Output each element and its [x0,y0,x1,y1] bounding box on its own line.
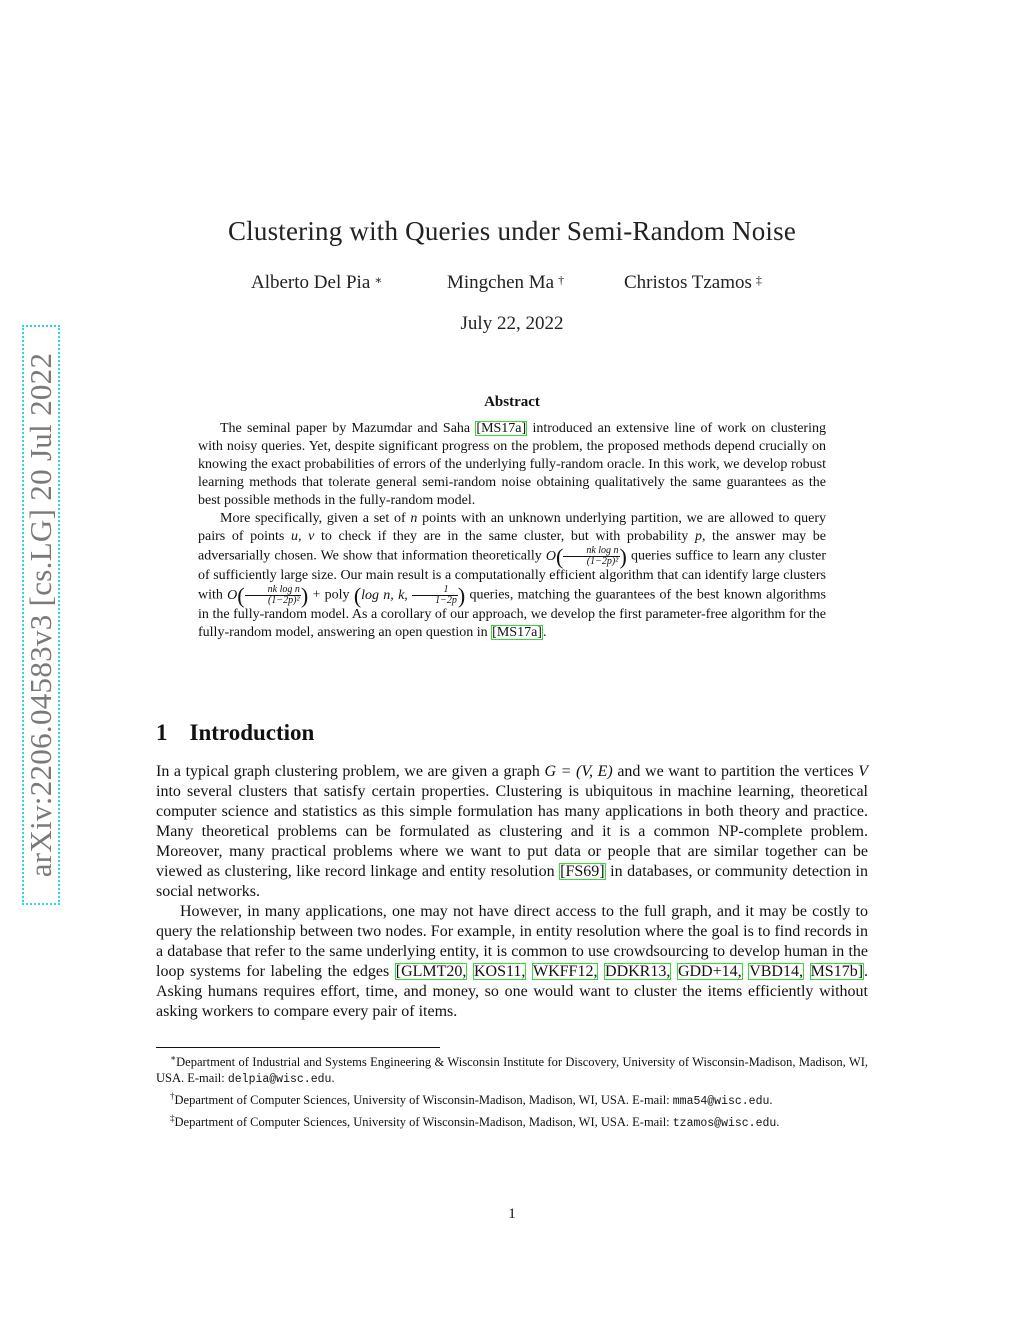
author-footnote-mark: † [558,273,565,287]
citation-link[interactable]: GDD+14, [677,963,742,980]
email-address[interactable]: delpia@wisc.edu [227,1073,332,1087]
author-ma: Mingchen Ma † [447,272,565,293]
citation-link[interactable]: DDKR13, [605,963,671,980]
citation-link[interactable]: [GLMT20, [395,963,467,980]
abstract-body [198,420,826,642]
email-address[interactable]: tzamos@wisc.edu [672,1117,777,1131]
body-paragraph: However, in many applications, one may not have direct access to the full graph, and it may be costly to query the relationship between two nodes. For example, in entity resolution where the goal is to find records in a database that refer to the same underlying entity, it is common to use crowdsourcing to develop human in the loop systems for labeling the edges [GLMT20, KOS11, WKFF12, DDKR13, GDD+14, VBD14, MS17b]. Asking humans requires effort, time, and money, so one would want to cluster the items efficiently without asking workers to compare every pair of items. [156,903,869,1020]
section-heading-introduction: 1 Introduction [156,720,315,745]
email-address[interactable]: mma54@wisc.edu [672,1095,770,1109]
introduction-body [156,762,868,1022]
big-o-formula: O( $\frac{\text{nk log n}}{\text{(1−2p)²}}$ ) [227,582,309,608]
big-o-formula: O( $\frac{\text{nk log n}}{\text{(1−2p)²}}$ ) [545,543,627,569]
footnotes [156,1050,868,1132]
abstract-paragraph: The seminal paper by Mazumdar and Saha [MS17a] introduced an extensive line of work on clustering with noisy queries. Yet, despite significant progress on the problem, the proposed methods depend crucially on knowing the exact probabilities of errors of the underlying fully-random oracle. In this work, we develop robust learning methods that tolerate general semi-random noise obtaining qualitatively the same guarantees as the best possible methods in the fully-random model. [198,421,826,508]
citation-link[interactable]: MS17b] [810,963,864,980]
footnote-divider [156,1047,440,1048]
citation-link[interactable]: [FS69] [560,863,605,880]
footnote: ∗Department of Industrial and Systems Engineering & Wisconsin Institute for Discovery, University of Wisconsin-Madison, Madison, WI, USA. E-mail: delpia@wisc.edu. [156,1053,868,1087]
body-paragraph: In a typical graph clustering problem, we are given a graph G = (V, E) and we want to partition the vertices V into several clusters that satisfy certain properties. Clustering is ubiquitous in machine learning, theoretical computer science and statistics as this simple formulation has many applications in both theory and practice. Many theoretical problems can be formulated as clustering and it is a common NP-complete problem. Moreover, many practical problems where we want to put data or people that are similar together can be viewed as clustering, like record linkage and entity resolution [FS69] in databases, or community detection in social networks. [156,763,869,900]
paper-title: Clustering with Queries under Semi-Random Noise [227,216,797,246]
author-footnote-mark: ‡ [755,273,762,287]
author-del-pia: Alberto Del Pia ∗ [251,272,383,293]
poly-formula: (log n, k, $\frac{1}{1-2p}$ ) [353,582,466,608]
abstract-heading: Abstract [484,394,540,410]
author-tzamos: Christos Tzamos ‡ [624,272,762,293]
citation-link[interactable]: KOS11, [473,963,526,980]
footnote: †Department of Computer Sciences, University of Wisconsin-Madison, Madison, WI, USA. E-mail: mma54@wisc.edu. [170,1091,773,1109]
abstract-paragraph: More specifically, given a set of n points with an unknown underlying partition, we are allowed to query pairs of points u, v to check if they are in the same cluster, but with probability p, the answer may be adversarially chosen. We show that information theoretically O( $\frac{\text{nk log n}}{\text{(1−2p)²}}$ ) queries suffice to learn any cluster of sufficiently large size. Our main result is a computationally efficient algorithm that can identify large clusters with O( $\frac{\text{nk log n}}{\text{(1−2p)²}}$ ) + poly (log n, k, $\frac{1}{1-2p}$ ) queries, matching the guarantees of the best known algorithms in the fully-random model. As a corollary of our approach, we develop the first parameter-free algorithm for the fully-random model, answering an open question in [MS17a]. [198,511,826,640]
citation-link[interactable]: WKFF12, [532,963,598,980]
publication-date: July 22, 2022 [460,313,564,334]
citation-link[interactable]: [MS17a] [476,421,527,436]
citation-link[interactable]: [MS17a] [492,625,542,640]
page-number: 1 [508,1206,516,1222]
author-footnote-mark: ∗ [374,273,383,287]
footnote: ‡Department of Computer Sciences, University of Wisconsin-Madison, Madison, WI, USA. E-mail: tzamos@wisc.edu. [170,1113,780,1131]
arxiv-identifier-stamp[interactable]: arXiv:2206.04583v3 [cs.LG] 20 Jul 2022 [22,325,60,905]
citation-link[interactable]: VBD14, [749,963,803,980]
